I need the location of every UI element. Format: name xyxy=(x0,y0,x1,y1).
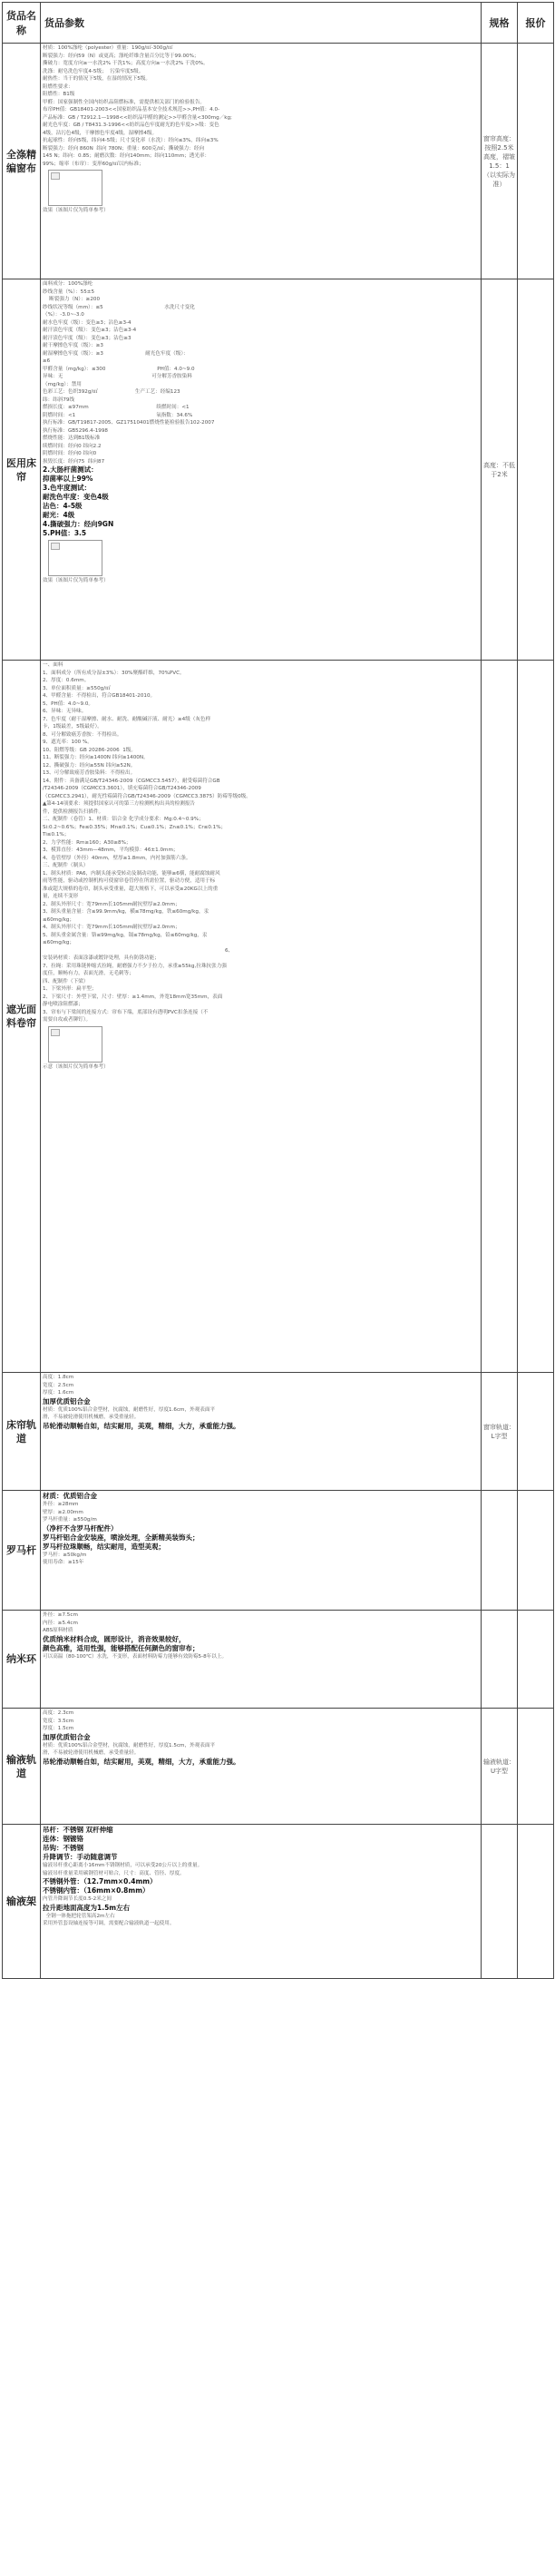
param-line: 2、下梁尺寸：外型下梁，尺寸：壁厚：≥1.4mm，外宽18mm宽35mm，表面 xyxy=(43,994,223,1000)
param-line: 纱线含量（%）：55±5 xyxy=(43,289,95,295)
param-line: 壁厚：≥2.00mm xyxy=(43,1509,83,1515)
param-line: 采用外管套设轴连接等可调，需要配合输液轨道一起使用。 xyxy=(43,1921,175,1926)
param-line: Ti≤0.1%； xyxy=(43,832,70,837)
product-name: 输液架 xyxy=(3,1825,41,1979)
param-line: 13、可分解致癌芳香胺染料：不得检出。 xyxy=(43,770,136,776)
product-spec: 窗帘高度：按照2.5米高度，褶皱1.5：1（以实际为准） xyxy=(482,44,518,279)
param-line: 11、断裂强力：经向≥1400N 纬向≥1400N。 xyxy=(43,755,149,760)
param-line: ▲第4-14项要求：须提供国家认可的第三方检测机构出具的检测报告 xyxy=(43,801,196,807)
param-bold-line: 2.大肠杆菌测试： xyxy=(43,465,98,474)
product-name: 医用床帘 xyxy=(3,279,41,661)
image-caption: 示意（该图片仅为简单参考） xyxy=(43,1063,109,1070)
param-line: 执行标准：GB5296.4-1998 xyxy=(43,427,108,434)
param-line: 10、阻燃等级：GB 20286-2006 1级。 xyxy=(43,747,136,753)
param-line: 材质：100%涤纶（polyester）重量：190g/㎡-300g/㎡ xyxy=(43,45,173,51)
param-line: 撕破力：宽度方向≥一水洗2% 干洗1%；高度方向≥一水洗2% 干洗0%。 xyxy=(43,61,209,66)
param-line: 阴燃时间：经向0 纬向0 xyxy=(43,451,97,456)
product-params xyxy=(41,279,482,661)
param-line: 5、制头重金属含量：铬≤99mg/kg，镉≤78mg/kg，铅≤60mg/kg，汞 xyxy=(43,932,208,938)
header-params: 货品参数 xyxy=(41,3,482,44)
param-line: 静电喷涂阻燃漆； xyxy=(43,1002,83,1007)
product-spec xyxy=(482,1825,518,1979)
header-price: 报价 xyxy=(518,3,554,44)
param-line: 99%；缩率（布帘）：变形60g/㎡以内标准； xyxy=(43,161,144,167)
param-line: 内管升降调节长度0.5-2米之间 xyxy=(43,1896,112,1902)
param-bold-line: 优质纳米材料合成，圆形设计，消音效果较好， xyxy=(43,1634,186,1643)
product-price xyxy=(518,1373,554,1491)
param-bold-line: 抑菌率以上99% xyxy=(43,475,93,483)
param-line: 滑，不易被轮滑使用机械磨，承受重量轻。 xyxy=(43,1415,140,1420)
param-line: 续燃时间：经向0 纬向2.2 xyxy=(43,443,102,449)
param-line: 材质：优质100%铝合金型材，抗腐蚀，耐磨性好，厚度1.5cm，外观表面平 xyxy=(43,1742,216,1748)
param-bold-line: 颜色高雅，适用性强，能够搭配任何颜色的窗帘布； xyxy=(43,1643,200,1652)
param-line: 色彩工艺：色织392g/㎡ 生产工艺：经编123 xyxy=(43,389,180,395)
product-spec: 输液轨道：U字型 xyxy=(482,1709,518,1825)
param-line: 7、色牢度（耐干湿摩擦、耐水、耐洗、耐酸碱汗液、耐光）≥4级（灰色样 xyxy=(43,716,211,722)
param-line: 滑，不易被轮滑使用机械磨，承受重量轻。 xyxy=(43,1750,140,1756)
header-row xyxy=(3,3,554,44)
product-params xyxy=(41,1709,482,1825)
param-line: 布帘PH值：GB18401-2003<<国家纺织品基本安全技术规范>>,PH值：4.0- xyxy=(43,107,220,113)
product-spec xyxy=(482,1491,518,1611)
param-line: 4、制头外形尺寸：宽79mm长105mm耐抗壁厚≥2.0mm； xyxy=(43,925,180,930)
product-spec xyxy=(482,661,518,1373)
param-line: 断裂强力：经向 860N 纬向 780N；重量：600克/㎡；撕破强力：经向 xyxy=(43,145,205,152)
product-image-placeholder xyxy=(48,1026,102,1063)
param-line: 件，提供检测报告扫描件。 xyxy=(43,808,104,815)
param-bold-line: 连体：钢镀铬 xyxy=(43,1835,83,1843)
param-line: 3、帘布与下梁间的连接方式：帘布下端，底部设有透明PVC扣条连接（不 xyxy=(43,1009,209,1015)
param-line: 耐水色牢度（级）：变色≥3；沾色≥3-4 xyxy=(43,319,131,326)
param-line: 一、面料 xyxy=(43,662,63,668)
param-line: 四、配制件（下梁） xyxy=(43,978,89,984)
param-line: 耐干摩擦色牢度（级）：≥3 xyxy=(43,343,103,348)
param-bold-line: 不锈钢内管：（16mm×0.8mm） xyxy=(43,1886,150,1895)
param-line: 甲醛含量（mg/kg）：≤300 PH值：4.0~9.0 xyxy=(43,366,195,372)
product-price xyxy=(518,1491,554,1611)
param-line: 3、模算直径：43mm—48mm，平均模算：46±1.0mm； xyxy=(43,847,179,853)
product-name: 输液轨道 xyxy=(3,1709,41,1825)
param-line: 罗马杆重量：≥550g/m xyxy=(43,1517,97,1523)
param-line: 耐热性：当干的情况下5级，在湿的情况下5级。 xyxy=(43,76,151,82)
param-line: 可以高温（80-100℃）水洗，不变形，表面材料防霉力能够有效防霉5-8年以上。 xyxy=(43,1653,228,1660)
product-row xyxy=(3,44,554,279)
param-bold-line: 吊杆：不锈钢 双杆伸缩 xyxy=(43,1826,113,1834)
param-line: 厚度：1.5cm xyxy=(43,1726,74,1731)
param-line: 宽度：3.5cm xyxy=(43,1718,74,1724)
product-spec xyxy=(482,1611,518,1709)
param-line: 度佳，顺畅有力，表面光滑，无毛刺等； xyxy=(43,971,134,976)
param-bold-line: 5.PH值：3.5 xyxy=(43,529,87,537)
param-line: 抗起球性：经向5级，纬向4-5级；尺寸变化率（水洗）：经向≤3%，纬向≤3% xyxy=(43,138,219,143)
param-line: 洗涤：耐皂洗色牢度4-5级； 污染牢度5级。 xyxy=(43,68,144,74)
param-line: 宽度：2.5cm xyxy=(43,1382,74,1388)
param-line: 4、卷管壁厚（外径）40mm，壁厚≥1.8mm，内衬加强筋六条。 xyxy=(43,855,191,861)
param-line: ABS原料材质 xyxy=(43,1628,73,1633)
param-bold-line: 3.色牢度测试： xyxy=(43,484,92,492)
param-bold-line: 罗马杆铝合金安装座，喷涂处理，全新精美装饰头； xyxy=(43,1533,200,1542)
param-line: 产品标准：GB / T2912.1—1998<<纺织品甲醛的测定>>甲醛含量<300mg／kg; xyxy=(43,114,232,121)
product-params xyxy=(41,1825,482,1979)
param-bold-line: 加厚优质铝合金 xyxy=(43,1396,91,1406)
product-name: 全涤精编窗布 xyxy=(3,44,41,279)
product-price xyxy=(518,1709,554,1825)
param-line: 材质：优质100%铝合金型材，抗腐蚀，耐磨性好，厚度1.6cm，外观表面平 xyxy=(43,1406,216,1413)
product-image-placeholder xyxy=(48,170,102,206)
param-line: 燃烧性能：达到B1级标准 xyxy=(43,436,101,441)
param-line: 异味：无 可分解芳香胺染料 xyxy=(43,374,192,379)
param-line: 高度：2.3cm xyxy=(43,1710,74,1716)
product-row xyxy=(3,1491,554,1611)
param-line: 甲醛：国家强制性全国内纺织品阻燃标准，需提供相关部门的检验报告。 xyxy=(43,99,206,105)
product-params xyxy=(41,44,482,279)
param-line: 纬：纬斜79线 xyxy=(43,397,75,403)
param-line: 3、制头重量含量：含≤99.9mm/kg，横≤78mg/kg，铁≤60mg/kg，汞 xyxy=(43,909,209,915)
param-line: 全钢一体拖把轮管架高2m左右 xyxy=(43,1913,115,1919)
param-line: （mg/kg）：禁用 xyxy=(43,381,82,387)
product-row xyxy=(3,1611,554,1709)
param-line: 6、 xyxy=(43,947,234,954)
param-bold-line: 吊轮滑动顺畅自如，结实耐用，美观，精细，大方，承重能力强。 xyxy=(43,1421,240,1430)
product-row xyxy=(3,1825,554,1979)
param-line: 损毁长度：经向75 纬向87 xyxy=(43,458,105,465)
product-row xyxy=(3,1709,554,1825)
param-bold-line: 拉升距地面高度为1.5m左右 xyxy=(43,1903,131,1912)
param-line: 三、配制件（制头） xyxy=(43,863,89,868)
param-bold-line: 吊钩：不锈钢 xyxy=(43,1844,83,1852)
param-bold-line: 材质：优质铝合金 xyxy=(43,1492,97,1500)
param-line: 4、甲醛含量：不得检出，符合GB18401-2010。 xyxy=(43,693,156,699)
param-line: 8、可分解致癌芳香胺：不得检出。 xyxy=(43,731,122,738)
param-line: 9、遮光率：100 %。 xyxy=(43,739,92,745)
product-name: 罗马杆 xyxy=(3,1491,41,1611)
param-bold-line: 耐洗色牢度：变色4级 xyxy=(43,493,109,501)
param-line: 1、面料成分（所有成分湿±3%）：30%聚酯纤维，70%PVC。 xyxy=(43,670,185,676)
param-bold-line: 罗马杆拉珠顺畅，结实耐用，造型美观； xyxy=(43,1542,165,1551)
product-price xyxy=(518,661,554,1373)
param-line: 外径：≥7.5cm xyxy=(43,1612,78,1618)
param-line: 输液吊杆重量采用碳钢管材可贴合，尺寸：高度、管径、厚度。 xyxy=(43,1870,185,1876)
param-line: 需要自攻或者铆钉）。 xyxy=(43,1017,92,1023)
param-line: 4级，沾污色4级，干摩擦色牢度4级，湿摩擦4级。 xyxy=(43,130,158,136)
param-line: 1、下梁外形：扁平型； xyxy=(43,986,97,992)
param-bold-line: 沾色：4-5级 xyxy=(43,502,83,510)
param-line: /T24346-2009（CGMCC3.3601），填充霉菌符合GB/T24346-2009 xyxy=(43,786,201,791)
product-name: 纳米环 xyxy=(3,1611,41,1709)
image-caption: 效果（该图片仅为简单参考） xyxy=(43,578,109,583)
param-line: 12、撕破强力：经向≥55N 纬向≥52N。 xyxy=(43,762,136,769)
param-line: 2、制头外形尺寸：宽79mm长105mm耐抗壁厚≥2.0mm； xyxy=(43,901,180,907)
product-name: 遮光面料卷帘 xyxy=(3,661,41,1373)
param-line: 燃损长度：≤97mm 续燃时间：<1 xyxy=(43,405,190,410)
param-line: 145 N；纬向：0.85；耐磨次数：经向140mm；纬向110mm；透光率： xyxy=(43,153,210,159)
param-bold-line: 吊轮滑动顺畅自如，结实耐用，美观，精细，大方，承重能力强。 xyxy=(43,1757,240,1766)
param-line: 2、力学性能：Rm≥160；A30≥8%； xyxy=(43,839,131,846)
param-bold-line: 不锈钢外管：（12.7mm×0.4mm） xyxy=(43,1877,157,1885)
param-bold-line: 升降调节：手动随意调节 xyxy=(43,1853,118,1861)
param-line: 断裂强力（N）：≥200 xyxy=(43,297,101,302)
param-line: 14、附件：具备满足GB/T24346-2009（CGMCC3.5457），耐受霉菌符合GB xyxy=(43,778,220,784)
param-line: 3、单位面积质量：≥550g/㎡ xyxy=(43,685,111,691)
param-line: （CGMCC3.2941），耐光性霉菌符合GB/T24346-2009（CGMCC3.3875）防霉等级0级。 xyxy=(43,793,251,799)
param-line: Si:0.2~0.6%；Fe≤0.35%；Mn≤0.1%；Cu≤0.1%；Zn≤0.1%；Cr≤0.1%； xyxy=(43,824,227,830)
param-line: 高度：1.8cm xyxy=(43,1375,74,1380)
param-line: 纱线状况等级（mm）：≤5 水洗尺寸变化 xyxy=(43,304,195,310)
param-line: 5、PH值：4.0~9.0。 xyxy=(43,700,93,707)
product-row xyxy=(3,279,554,661)
product-params xyxy=(41,661,482,1373)
product-row xyxy=(3,661,554,1373)
product-price xyxy=(518,279,554,661)
param-line: ≥6 xyxy=(43,358,51,364)
param-line: ≤60mg/kg； xyxy=(43,916,75,923)
param-line: 耐光色牢度：GB / T8431.3-1996<<纺织品色牢度耐光的色牢度>>级：变色 xyxy=(43,122,219,128)
param-line: 二、配制件（卷管）1、材质：铝合金 化学成分要求：Mg:0.4~0.9%； xyxy=(43,817,204,822)
param-line: 断裂强力：经向59（N）或更高；涤纶纤维含量百分比等于99.00%； xyxy=(43,53,200,59)
image-caption: 效果（该图片仅为简单参考） xyxy=(43,208,109,213)
param-line: 安装码材质：表面涂漆或镀锌处理，具有防锈功能； xyxy=(43,955,160,961)
param-line: 阻燃性：B1级 xyxy=(43,92,75,97)
param-line: 外径：≥28mm xyxy=(43,1502,79,1507)
param-line: 7、拉绳：采用珠链伸缩式拉绳，耐磨强力不少于拉力，承重≥55kg,拉珠抗张力强 xyxy=(43,963,227,969)
header-name: 货品名称 xyxy=(3,3,41,44)
product-params xyxy=(41,1611,482,1709)
param-line: 执行标准：GB/T19817-2005、GZ17510401燃烧性能检验报告102-2007 xyxy=(43,420,215,426)
param-line: 6、异味：无异味。 xyxy=(43,709,87,714)
param-line: 面料成分：100%涤纶 xyxy=(43,281,93,287)
param-line: 厚度：1.6cm xyxy=(43,1390,74,1396)
param-line: 耐汗渍色牢度（级）：变色≥3；沾色≥3 xyxy=(43,335,131,341)
product-table xyxy=(2,2,554,1979)
product-row xyxy=(3,1373,554,1491)
param-line: 使用寿命：≥15年 xyxy=(43,1560,84,1565)
param-line: 阴燃时间：<1 氧指数：34.6% xyxy=(43,412,193,418)
product-params xyxy=(41,1491,482,1611)
param-bold-line: （净杆不含罗马杆配件） xyxy=(43,1523,118,1533)
product-name: 床帘轨道 xyxy=(3,1373,41,1491)
param-line: 2、厚度：0.6mm。 xyxy=(43,678,90,683)
param-line: （%）：-3.0~-3.0 xyxy=(43,312,84,318)
param-line: 输液吊杆重心距离小16mm不锈钢材质，可以承受20公斤以上的重量。 xyxy=(43,1863,203,1868)
param-line: 耐汗渍色牢度（级）：变色≥3；沾色≥3-4 xyxy=(43,328,137,333)
header-spec: 规格 xyxy=(482,3,518,44)
param-line: 卡，1级最差，5级最好）。 xyxy=(43,724,102,730)
param-line: 罗马杆：≥50kg/m xyxy=(43,1552,87,1558)
param-line: 1、制头材质：PA6，内制头能承受转动及制动功能，能够≥6横，能耐腐蚀耐风 xyxy=(43,870,220,877)
product-price xyxy=(518,1611,554,1709)
product-price xyxy=(518,44,554,279)
param-line: 内径：≥5.4cm xyxy=(43,1620,78,1626)
product-image-placeholder xyxy=(48,540,102,576)
product-price xyxy=(518,1825,554,1979)
param-bold-line: 4.撕破强力：经向9GN xyxy=(43,520,114,528)
param-line: 准或超大规格的卷帘，制头承受重量，超大规格下，可以承受≥20KG以上的重 xyxy=(43,886,219,892)
product-spec: 高度：不低于2米 xyxy=(482,279,518,661)
param-line: 雨等性能，驱动或控制机构可使窗帘卷管停在所需位置，驱动方便，适用于标 xyxy=(43,878,216,884)
param-line: 量，连续不变形 xyxy=(43,894,79,899)
param-line: 耐湿摩擦色牢度（级）：≥3 耐光色牢度（级）： xyxy=(43,350,189,357)
param-bold-line: 加厚优质铝合金 xyxy=(43,1732,91,1741)
product-params xyxy=(41,1373,482,1491)
param-line: 阻燃性要求： xyxy=(43,83,73,90)
param-line: ≤60mg/kg； xyxy=(43,940,75,945)
param-bold-line: 耐光：4级 xyxy=(43,511,75,519)
product-spec: 窗帘轨道：L字型 xyxy=(482,1373,518,1491)
